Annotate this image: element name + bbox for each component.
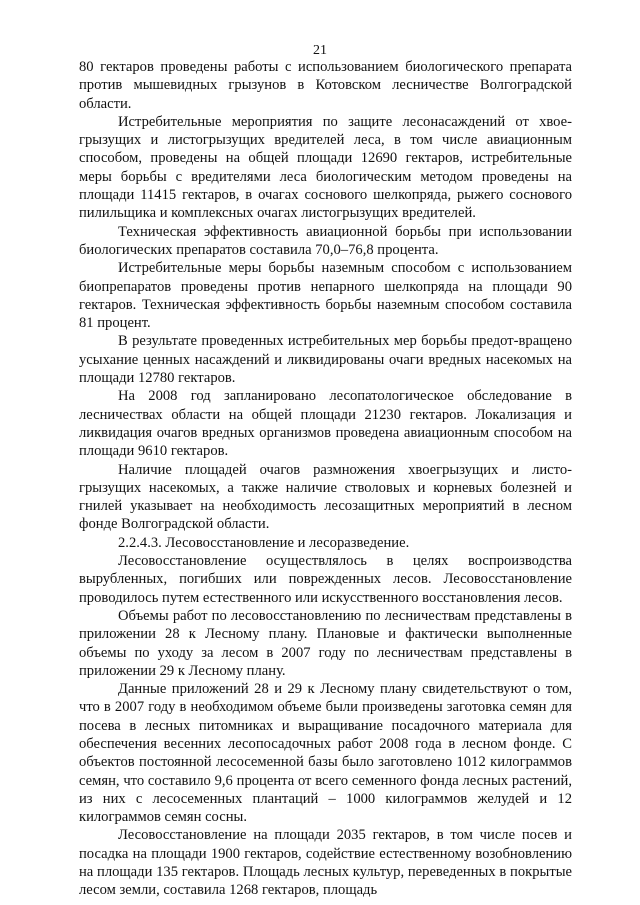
page-number: 21 (313, 43, 327, 58)
paragraph: В результате проведенных истребительных мер борьбы предот-вращено усыхание ценных насаждений и ликвидированы очаги вредных насекомых на площади 12780 гектаров. (79, 333, 572, 387)
paragraph: Наличие площадей очагов размножения хвоегрызущих и листо-грызущих насекомых, а также наличие стволовых и корневых болезней и гнилей указывает на необходимость лесозащитных мероприятий в лесном фонде Волгоградской области. (79, 461, 572, 533)
paragraph: Лесовосстановление осуществлялось в целях воспроизводства вырубленных, погибших или поврежденных лесов. Лесовосстановление проводилось путем естественного или искусственного восстановления лесов. (79, 553, 572, 606)
paragraph: Истребительные мероприятия по защите лесонасаждений от хвое-грызущих и листогрызущих вредителей леса, в том числе авиационным способом, проведены на общей площади 12690 гектаров, истребительные меры борьбы с вредителями леса биологическим методом проведены на площади 11415 гектаров, в очагах соснового шелкопряда, рыжего соснового пилильщика и комплексных очагах листогрызущих вредителей. (79, 113, 572, 222)
paragraph: На 2008 год запланировано лесопатологическое обследование в лесничествах области на общей площади 21230 гектаров. Локализация и ликвидация очагов вредных организмов проведена авиационным способом на площади 9610 гектаров. (79, 388, 572, 460)
paragraph: Техническая эффективность авиационной борьбы при использовании биологических препаратов составила 70,0–76,8 процента. (79, 223, 572, 258)
paragraph: Истребительные меры борьбы наземным способом с использованием биопрепаратов проведены против непарного шелкопряда на площади 90 гектаров. Техническая эффективность борьбы наземным способом составила 81 процент. (79, 260, 572, 332)
paragraph: Лесовосстановление на площади 2035 гектаров, в том числе посев и посадка на площади 1900 гектаров, содействие естественному возобновлению на площади 135 гектаров. Площадь лесных культур, переведенных в покрытые лесом земли, составила 1268 гектаров, площадь (79, 827, 572, 899)
document-body (79, 58, 572, 900)
paragraph: Объемы работ по лесовосстановлению по лесничествам представлены в приложении 28 к Лесному плану. Плановые и фактически выполненные объемы по уходу за лесом в 2007 году по лесничествам представлены в приложении 29 к Лесному плану. (79, 607, 572, 679)
section-heading: 2.2.4.3. Лесовосстановление и лесоразведение. (118, 534, 410, 551)
paragraph: Данные приложений 28 и 29 к Лесному плану свидетельствуют о том, что в 2007 году в необходимом объеме были произведены заготовка семян для посева в лесных питомниках и выращивание посадочного материала для обеспечения весенних лесопосадочных работ 2008 года в лесном фонде. С объектов постоянной лесосеменной базы было заготовлено 1012 килограммов семян, что составило 9,6 процента от всего семенного фонда лесных растений, из них с лесосеменных плантаций – 1000 килограммов желудей и 12 килограммов семян сосны. (79, 681, 572, 826)
paragraph-continuation: 80 гектаров проведены работы с использованием биологического препарата против мышевидных грызунов в Котовском лесничестве Волгоградской области. (79, 59, 572, 112)
